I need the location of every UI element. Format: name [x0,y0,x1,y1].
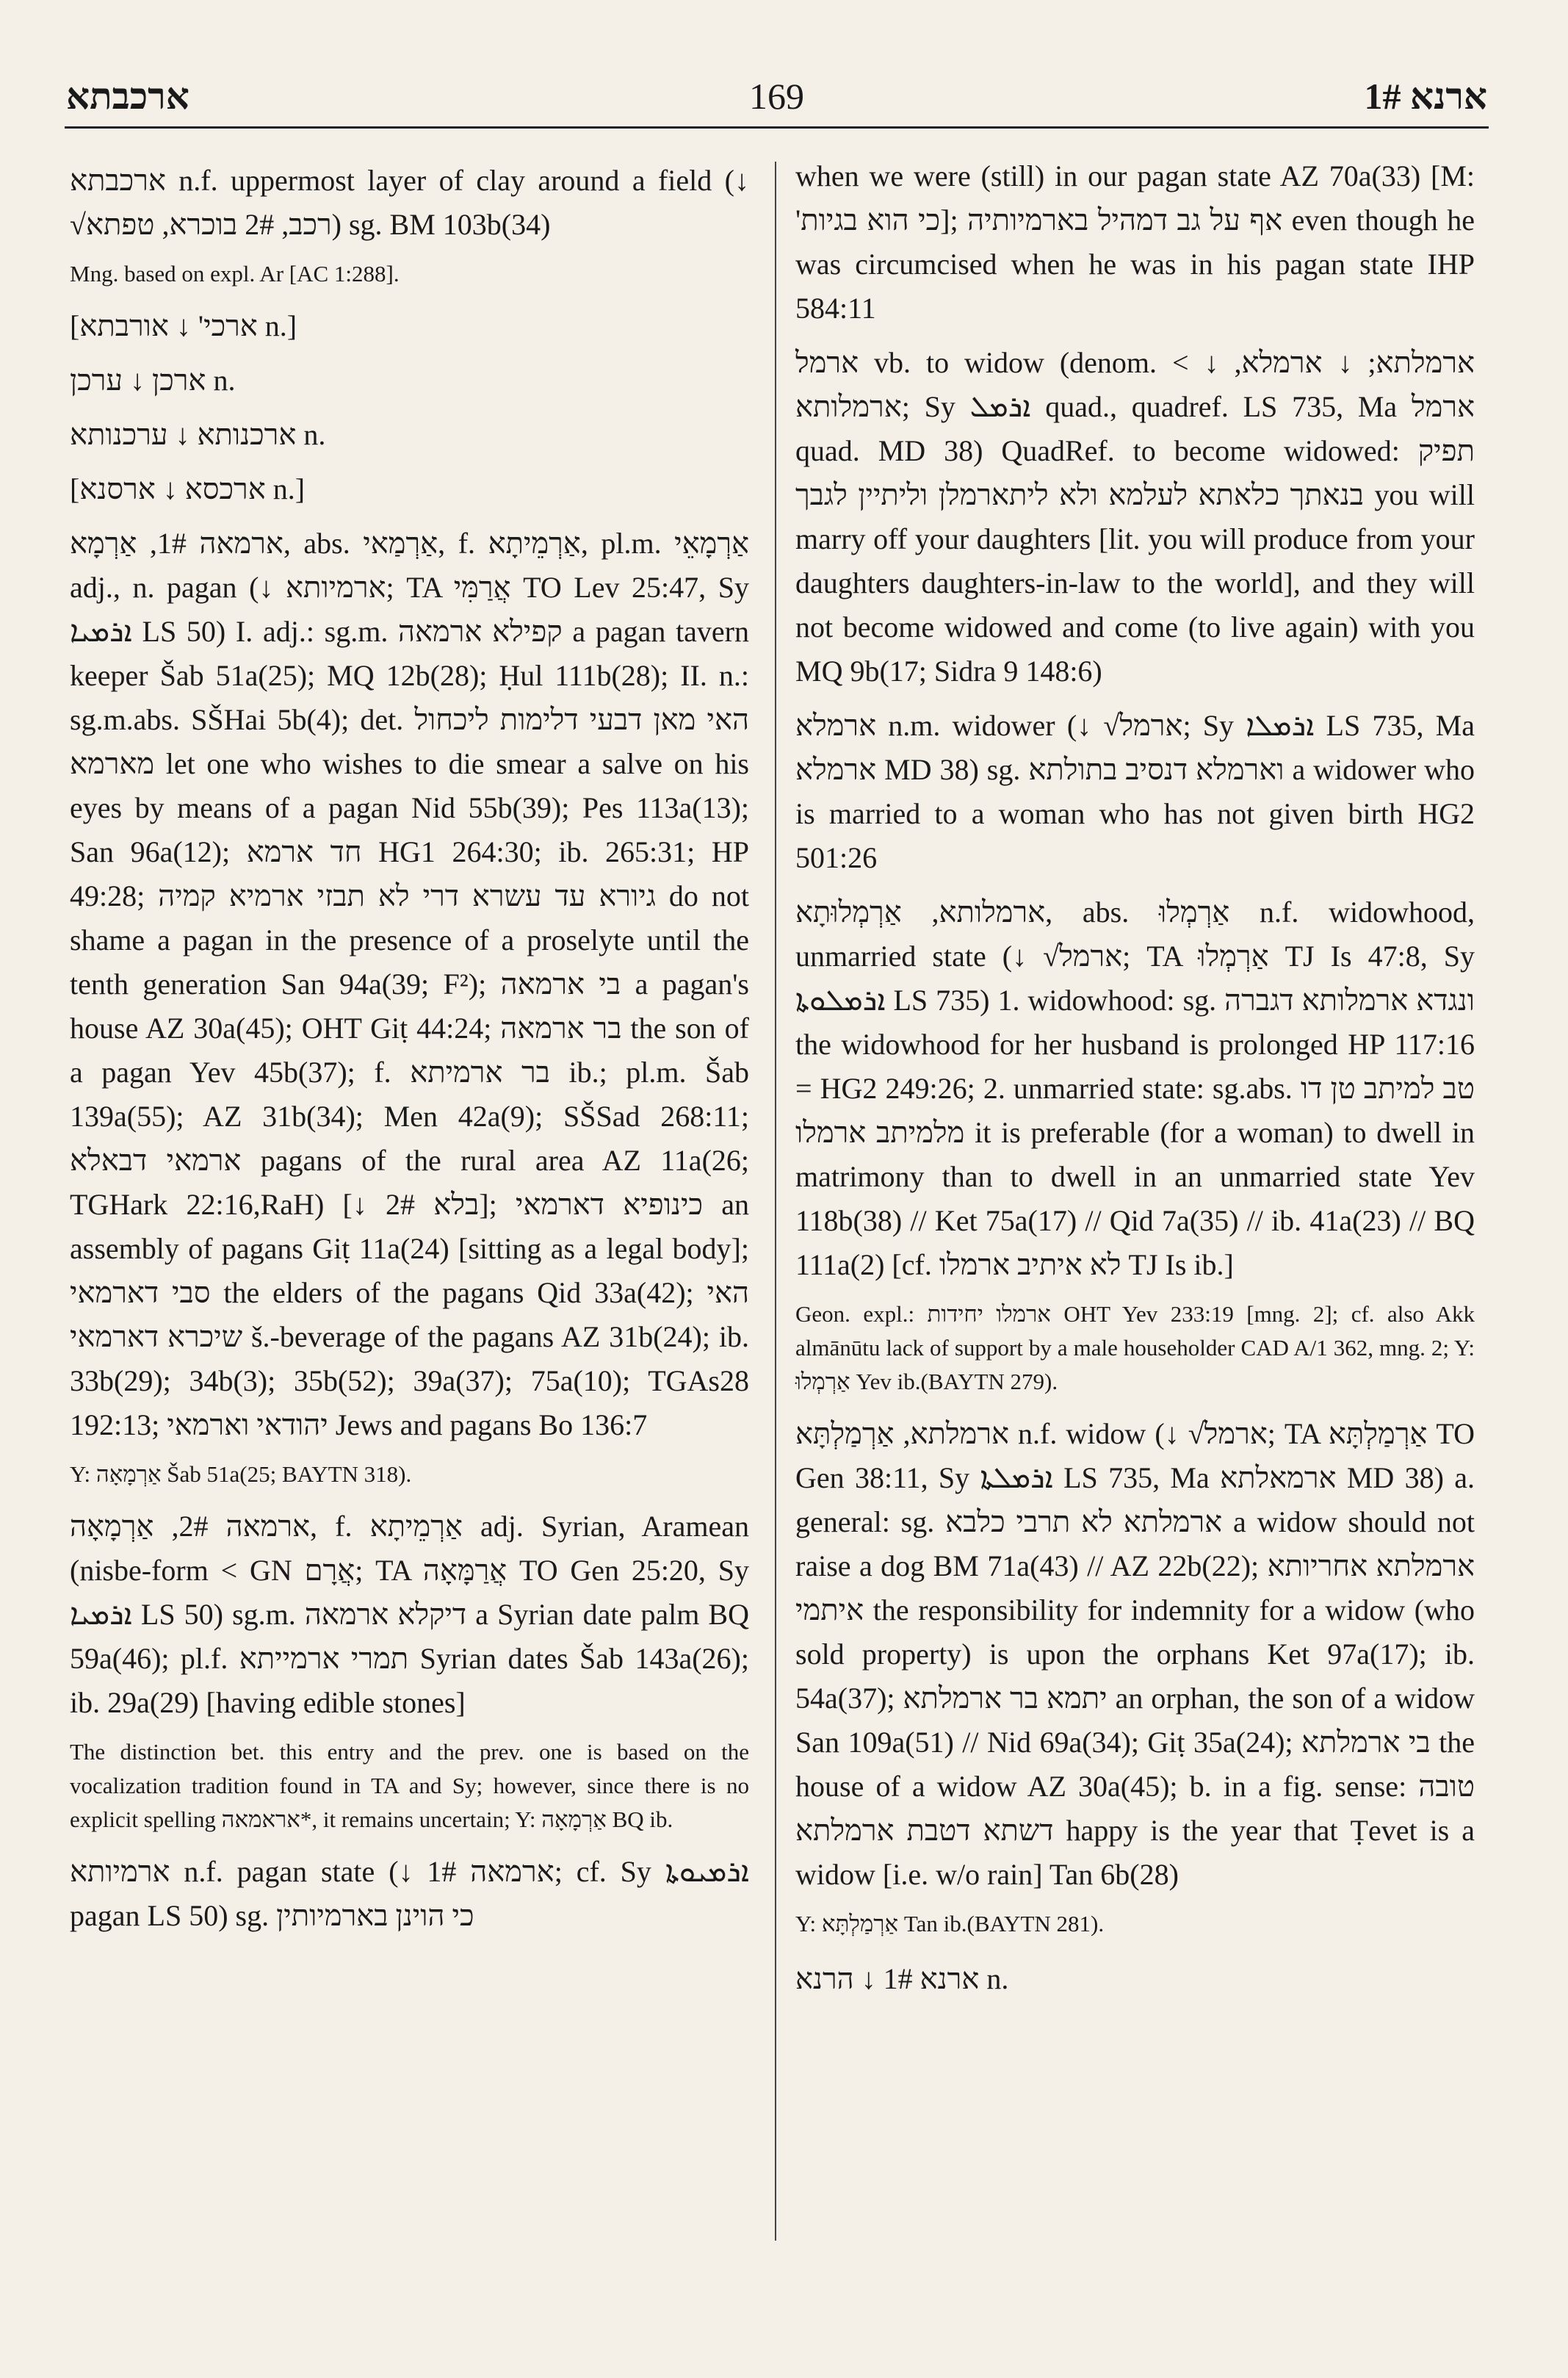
entry-armeluta: ארמלותא, אַרְמְלוּתָא, abs. אַרְמְלוּ n.f. widowhood, unmarried state (↓ √ארמל; TA אַרְמְלוּ TJ Is 47:8, Sy ܐܪܡܠܘܬܐ LS 735) 1. widowhood: sg. ונגדא ארמלותא דגברה the widowhood for her husband is prolonged HP 117:16 = HG2 249:26; 2. unmarried state: sg.abs. טב למיתב טן דו מלמיתב ארמלו it is preferable (for a woman) to dwell in matrimony than to dwell in an unmarried state Yev 118b(38) // Ket 75a(17) // Qid 7a(35) // ib. 41a(23) // BQ 111a(2) [cf. לא איתיב ארמלו TJ Is ib.] [795,896,1475,1281]
entry-arkabta: ארכבתא n.f. uppermost layer of clay around a field (↓ √רכב, 2# בוכרא, טפתא) sg. BM 103b(34) [70,164,749,241]
page-header [66,68,1487,126]
entry-note: Y: אַרְמָאָה Šab 51a(25; BAYTN 318). [70,1461,412,1487]
entry-armiyuta: ארמיותא n.f. pagan state (↓ ארמאה 1#; cf. Sy ܐܪܡܝܘܬܐ pagan LS 50) sg. כי הוינן בארמיותין [70,1855,750,1932]
cross-reference-entry: [ארכי' ↓ אורבתא n.] [70,309,297,342]
entry-note: Mng. based on expl. Ar [AC 1:288]. [70,261,400,287]
cross-reference-entry: [ארכסא ↓ ארסנא n.] [70,472,306,505]
cross-reference-entry: ארנא 1# ↓ הרנא n. [795,1962,1009,1995]
entry-armaah-2: ארמאה 2#, אַרְמָאָה, f. אַרְמֵיתָא adj. Syrian, Aramean (nisbe-form < GN אֲרָם; TA אֲרַמָּאָה TO Gen 25:20, Sy ܐܪܡܝܐ LS 50) sg.m. דיקלא ארמאה a Syrian date palm BQ 59a(46); pl.f. תמרי ארמייתא Syrian dates Šab 143a(26); ib. 29a(29) [having edible stones] [70,1510,749,1719]
header-guide-word-left: ארכבתא [66,76,189,117]
entry-armel-verb: ארמל vb. to widow (denom. < ↓ ארמלתא; ↓ ארמלא, ארמלותא; Sy ܐܪܡܠ quad., quadref. LS 735, Ma ארמל quad. MD 38) QuadRef. to become widowed: תפיק בנאתך כלאתא לעלמא ולא ליתארמלן וליתיין לגבך you will marry off your daughters [lit. you will produce from your daughters daughters-in-law to the world], and they will not become widowed and come (to live again) with you MQ 9b(17; Sidra 9 148:6) [795,346,1475,688]
entry-armalta: ארמלתא, אַרְמַלְתָּא n.f. widow (↓ √ארמל; TA אַרְמַלְתָּא TO Gen 38:11, Sy ܐܪܡܠܬܐ LS 735, Ma ארמאלתא MD 38) a. general: sg. ארמלתא לא תרבי כלבא a widow should not raise a dog BM 71a(43) // AZ 22b(22); ארמלתא אחריותא איתמי the responsibility for indemnity for a widow (who sold property) is upon the orphans Ket 97a(17); ib. 54a(37); יתמא בר ארמלתא an orphan, the son of a widow San 109a(51) // Nid 69a(34); Giṭ 35a(24); בי ארמלתא the house of a widow AZ 30a(45); b. in a fig. sense: טובה דשתא דטבת ארמלתא happy is the year that Ṭevet is a widow [i.e. w/o rain] Tan 6b(28) [795,1417,1475,1891]
left-column [70,159,749,1948]
cross-reference-entry: ארכן ↓ ערכן n. [70,364,236,397]
entry-note: Y: אַרְמַלְתָּא Tan ib.(BAYTN 281). [795,1911,1105,1936]
column-divider [775,162,776,2241]
entry-armiyuta-continued: when we were (still) in our pagan state AZ 70a(33) [M: 'כי הוא בגיות]; אף על גב דמהיל בארמיותיה even though he was circumcised when he was in his pagan state IHP 584:11 [795,159,1475,325]
entry-note: Geon. expl.: ארמלו יחידות OHT Yev 233:19 [mng. 2]; cf. also Akk almānūtu lack of support by a male householder CAD A/1 362, mng. 2; Y: אַרְמְלוּ Yev ib.(BAYTN 279). [795,1301,1475,1394]
right-column [795,154,1475,2011]
entry-note: The distinction bet. this entry and the prev. one is based on the vocalization tradition found in TA and Sy; however, since there is no explicit spelling אראמאה*, it remains uncertain; Y: אַרְמָאָה BQ ib. [70,1739,749,1832]
entry-armela: ארמלא n.m. widower (↓ √ארמל; Sy ܐܪܡܠܐ LS 735, Ma ארמלא MD 38) sg. וארמלא דנסיב בתולתא a widower who is married to a woman who has not given birth HG2 501:26 [795,709,1475,874]
entry-armaah-1: ארמאה 1#, אַרְמָא, abs. אַרְמַאי, f. אַרְמֵיתָא, pl.m. אַרְמָאֵי adj., n. pagan (↓ ארמיותא; TA אֲרַמִּי TO Lev 25:47, Sy ܐܪܡܝܐ LS 50) I. adj.: sg.m. קפילא ארמאה a pagan tavern keeper Šab 51a(25); MQ 12b(28); Ḥul 111b(28); II. n.: sg.m.abs. SŠHai 5b(4); det. האי מאן דבעי דלימות ליכחול מארמא let one who wishes to die smear a salve on his eyes by means of a pagan Nid 55b(39); Pes 113a(13); San 96a(12); חד ארמא HG1 264:30; ib. 265:31; HP 49:28; גיורא עד עשרא דרי לא תבזי ארמיא קמיה do not shame a pagan in the presence of a proselyte until the tenth generation San 94a(39; F²); בי ארמאה a pagan's house AZ 30a(45); OHT Giṭ 44:24; בר ארמאה the son of a pagan Yev 45b(37); f. בר ארמיתא ib.; pl.m. Šab 139a(55); AZ 31b(34); Men 42a(9); SŠSad 268:11; ארמאי דבאלא pagans of the rural area AZ 11a(26; TGHark 22:16,RaH) [↓ בלא 2#]; כינופיא דארמאי an assembly of pagans Giṭ 11a(24) [sitting as a legal body]; סבי דארמאי the elders of the pagans Qid 33a(42); האי שיכרא דארמאי š.-beverage of the pagans AZ 31b(24); ib. 33b(29); 34b(3); 35b(52); 39a(37); 75a(10); TGAs28 192:13; יהודאי וארמאי Jews and pagans Bo 136:7 [70,527,750,1441]
cross-reference-entry: ארכנותא ↓ ערכנותא n. [70,418,326,451]
header-rule [65,126,1489,129]
header-guide-word-right: ארנא 1# [1364,76,1487,117]
page-number: 169 [749,76,804,117]
